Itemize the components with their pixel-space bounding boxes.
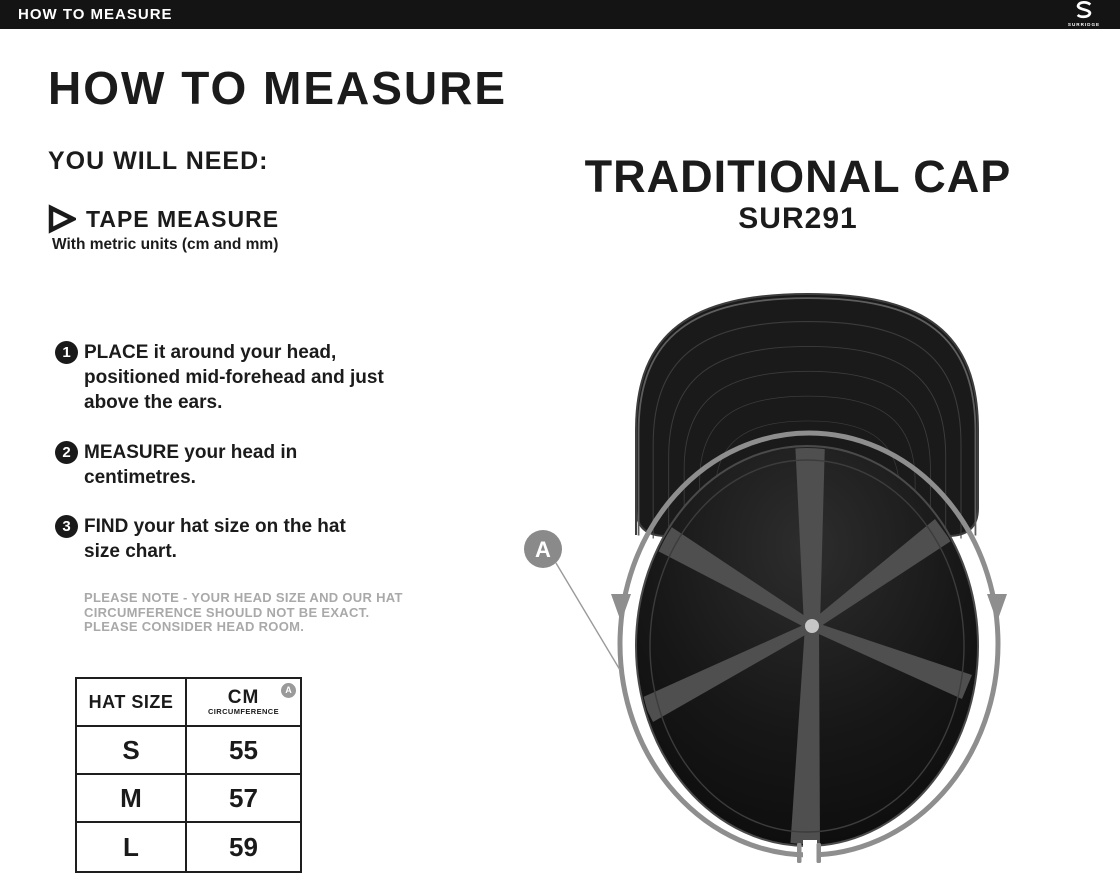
crown-button — [805, 619, 819, 633]
surridge-s-icon — [1071, 1, 1097, 19]
disclaimer-note — [84, 591, 403, 635]
disclaimer-line-2: CIRCUMFERENCE SHOULD NOT BE EXACT. — [84, 604, 370, 620]
step-1 — [55, 340, 384, 415]
tape-measure-label: TAPE MEASURE — [86, 205, 280, 232]
brand-name: SURRIDGE — [1067, 22, 1101, 27]
step-2-number-badge: 2 — [55, 441, 78, 464]
step-1-number-badge: 1 — [55, 341, 78, 364]
disclaimer-line-3: PLEASE CONSIDER HEAD ROOM. — [84, 619, 305, 634]
step-2 — [55, 440, 384, 490]
step-2-text: MEASURE your head in centimetres. — [84, 442, 298, 488]
table-row-l-size: L — [77, 823, 187, 871]
product-header — [518, 151, 1078, 235]
step-3-text: FIND your hat size on the hat size chart. — [84, 516, 346, 562]
tape-measure-detail: With metric units (cm and mm) — [52, 236, 279, 253]
band-arrow-left-icon — [611, 594, 631, 622]
table-row-m-cm: 57 — [187, 775, 300, 823]
circumference-marker-badge: A — [281, 683, 296, 698]
band-gap — [803, 840, 817, 868]
marker-a-label: A — [535, 537, 551, 562]
hat-size-table — [75, 677, 302, 873]
table-row-l-cm: 59 — [229, 831, 258, 862]
brand-logo — [1062, 1, 1106, 28]
tape-measure-row — [46, 204, 279, 234]
top-bar — [0, 0, 1120, 29]
step-3-number-badge: 3 — [55, 515, 78, 538]
band-arrow-right-icon — [987, 594, 1007, 622]
arrow-right-icon — [46, 204, 76, 234]
step-3 — [55, 514, 384, 564]
step-1-text: PLACE it around your head, positioned mid-forehead and just above the ears. — [84, 342, 384, 413]
you-will-need-heading: YOU WILL NEED: — [48, 147, 269, 175]
cap-top-view-diagram — [500, 280, 1060, 883]
table-row-s-cm: 55 — [187, 727, 300, 775]
table-header-hat-size: HAT SIZE — [77, 679, 187, 727]
disclaimer-line-1: PLEASE NOTE - YOUR HEAD SIZE AND OUR HAT — [84, 590, 403, 605]
page-title: HOW TO MEASURE — [48, 62, 508, 114]
table-row-s-size: S — [77, 727, 187, 775]
table-row-m-size: M — [77, 775, 187, 823]
band-tick-left — [797, 843, 802, 863]
top-bar-title: HOW TO MEASURE — [18, 6, 173, 23]
table-header-cm: CM CIRCUMFERENCE A — [187, 679, 300, 727]
product-name: TRADITIONAL CAP — [584, 151, 1012, 202]
band-tick-right — [817, 843, 822, 863]
marker-leader-line — [556, 563, 620, 670]
product-code: SUR291 — [738, 202, 858, 235]
